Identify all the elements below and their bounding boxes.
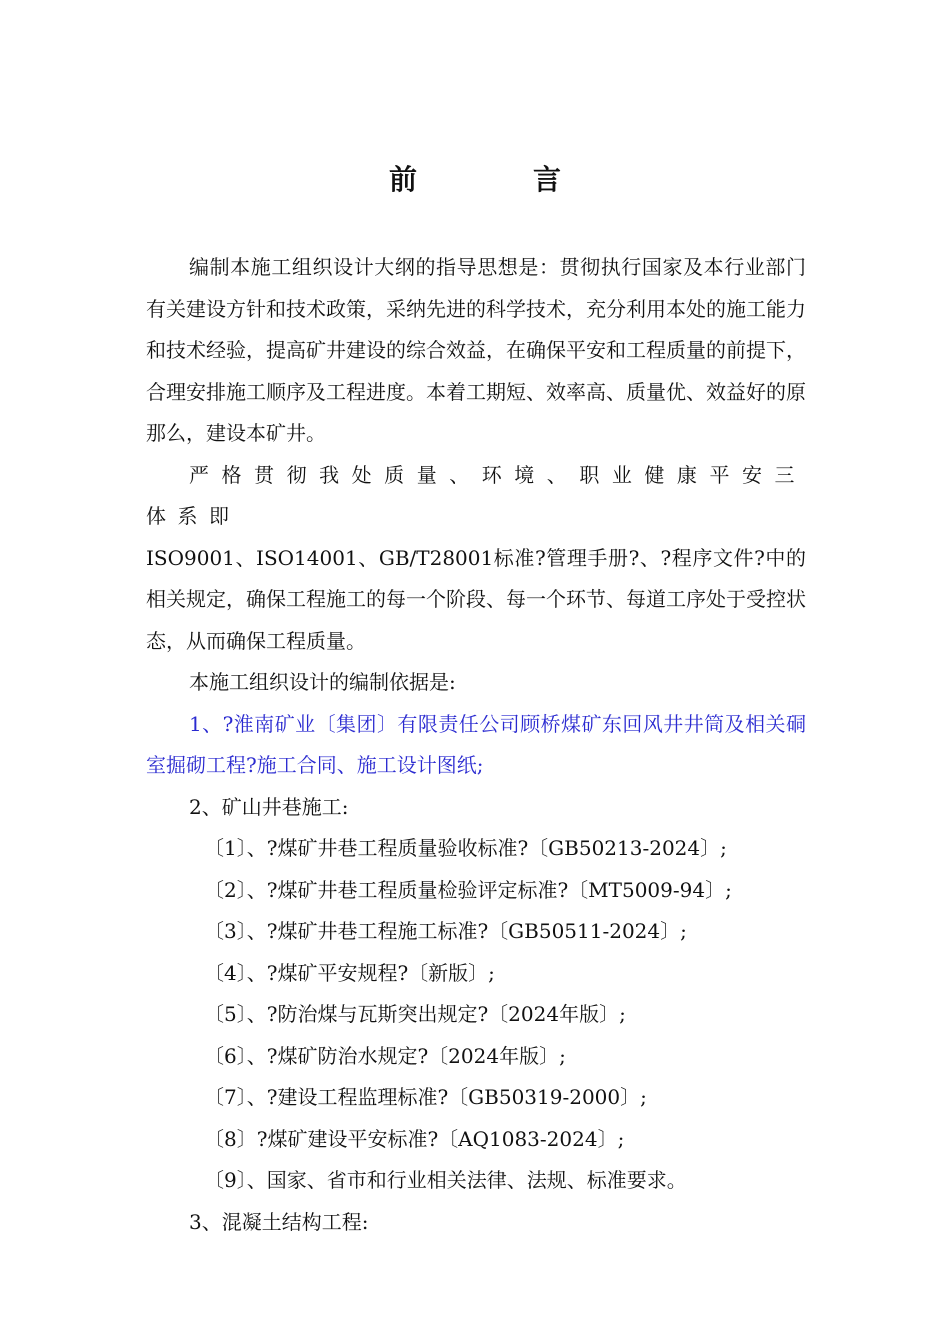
standard-item: 〔3〕、?煤矿井巷工程施工标准?〔GB50511-2024〕;	[204, 919, 687, 943]
standard-item: 〔4〕、?煤矿平安规程?〔新版〕;	[204, 960, 495, 985]
paragraph-basis-intro: 本施工组织设计的编制依据是:	[189, 670, 456, 694]
standard-item: 〔2〕、?煤矿井巷工程质量检验评定标准?〔MT5009-94〕;	[204, 877, 732, 902]
standard-item: 〔5〕、?防治煤与瓦斯突出规定?〔2024年版〕;	[204, 1002, 626, 1026]
page-title: 前 言	[388, 163, 605, 196]
document-body	[146, 247, 806, 1243]
paragraph-quality-system-rest: ISO9001、ISO14001、GB/T28001标准?管理手册?、?程序文件?中的相关规定，确保工程施工的每一个阶段、每一个环节、每道工序处于受控状态，从而确保工程质量。	[146, 545, 806, 653]
standard-item: 〔8〕?煤矿建设平安标准?〔AQ1083-2024〕;	[204, 1126, 625, 1151]
list-item-contract: 1、?淮南矿业〔集团〕有限责任公司顾桥煤矿东回风井井筒及相关硐室掘砌工程?施工合同、施工设计图纸;	[146, 711, 806, 777]
list-item-concrete-structure: 3、混凝土结构工程:	[189, 1209, 369, 1234]
standards-list	[146, 828, 806, 1202]
standard-item: 〔9〕、国家、省市和行业相关法律、法规、标准要求。	[204, 1168, 687, 1192]
standard-item: 〔6〕、?煤矿防治水规定?〔2024年版〕;	[204, 1043, 566, 1068]
standard-item: 〔7〕、?建设工程监理标准?〔GB50319-2000〕;	[204, 1085, 647, 1109]
standard-item: 〔1〕、?煤矿井巷工程质量验收标准?〔GB50213-2024〕;	[204, 836, 727, 860]
list-item-mine-construction: 2、矿山井巷施工:	[189, 794, 349, 819]
paragraph-guiding-idea: 编制本施工组织设计大纲的指导思想是：贯彻执行国家及本行业部门有关建设方针和技术政策，采纳先进的科学技术，充分利用本处的施工能力和技术经验，提高矿井建设的综合效益，在确保平安和工程质量的前提下，合理安排施工顺序及工程进度。本着工期短、效率高、质量优、效益好的原那么，建设本矿井。	[146, 255, 806, 445]
paragraph-quality-system-first-line: 严格贯彻我处质量、环境、职业健康平安三体系即	[146, 462, 806, 528]
paragraph-quality-system	[146, 455, 806, 663]
